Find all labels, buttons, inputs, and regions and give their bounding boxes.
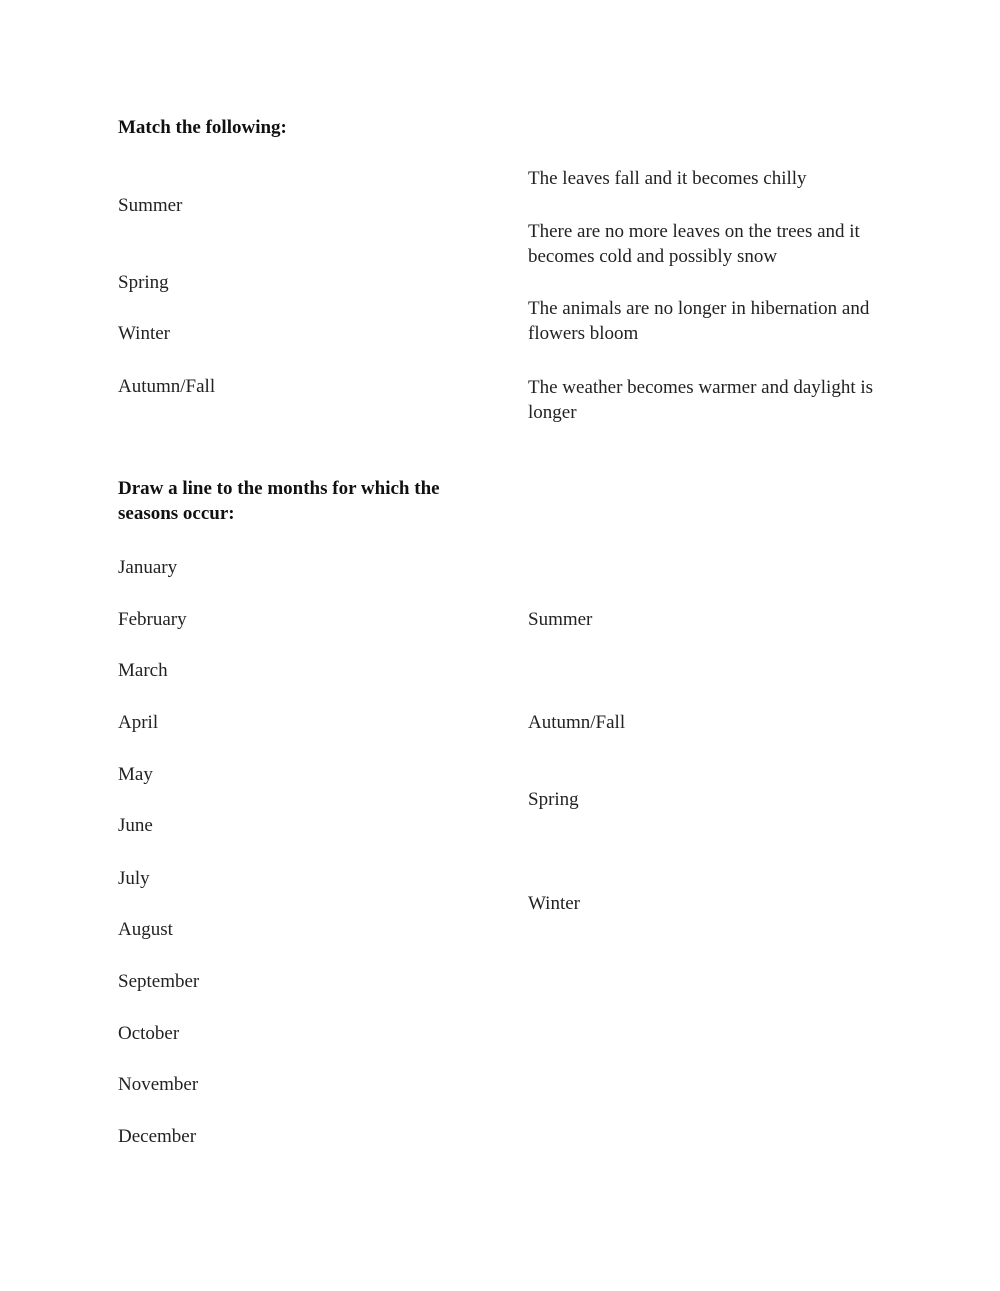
month-october: October bbox=[118, 1023, 180, 1044]
month-august: August bbox=[118, 919, 173, 940]
month-june: June bbox=[118, 815, 153, 836]
month-july: July bbox=[118, 868, 150, 889]
match-description-warmer: The weather becomes warmer and daylight is longer bbox=[528, 377, 874, 423]
months-heading: Draw a line to the months for which the seasons occur: bbox=[118, 478, 440, 524]
match-season-summer: Summer bbox=[118, 195, 183, 216]
month-april: April bbox=[118, 712, 159, 733]
season-spring: Spring bbox=[528, 789, 579, 810]
month-may: May bbox=[118, 764, 153, 785]
match-description-no-leaves: There are no more leaves on the trees and it becomes cold and possibly snow bbox=[528, 221, 860, 267]
month-september: September bbox=[118, 971, 200, 992]
month-january: January bbox=[118, 557, 178, 578]
season-winter: Winter bbox=[528, 893, 580, 914]
match-description-hibernation: The animals are no longer in hibernation and flowers bloom bbox=[528, 298, 870, 344]
match-season-autumn: Autumn/Fall bbox=[118, 376, 216, 397]
match-season-spring: Spring bbox=[118, 272, 169, 293]
match-heading: Match the following: bbox=[118, 117, 287, 138]
match-description-leaves-fall: The leaves fall and it becomes chilly bbox=[528, 168, 807, 189]
month-december: December bbox=[118, 1126, 197, 1147]
season-autumn: Autumn/Fall bbox=[528, 712, 626, 733]
month-february: February bbox=[118, 609, 187, 630]
season-summer: Summer bbox=[528, 609, 593, 630]
month-march: March bbox=[118, 660, 168, 681]
match-season-winter: Winter bbox=[118, 323, 170, 344]
month-november: November bbox=[118, 1074, 199, 1095]
